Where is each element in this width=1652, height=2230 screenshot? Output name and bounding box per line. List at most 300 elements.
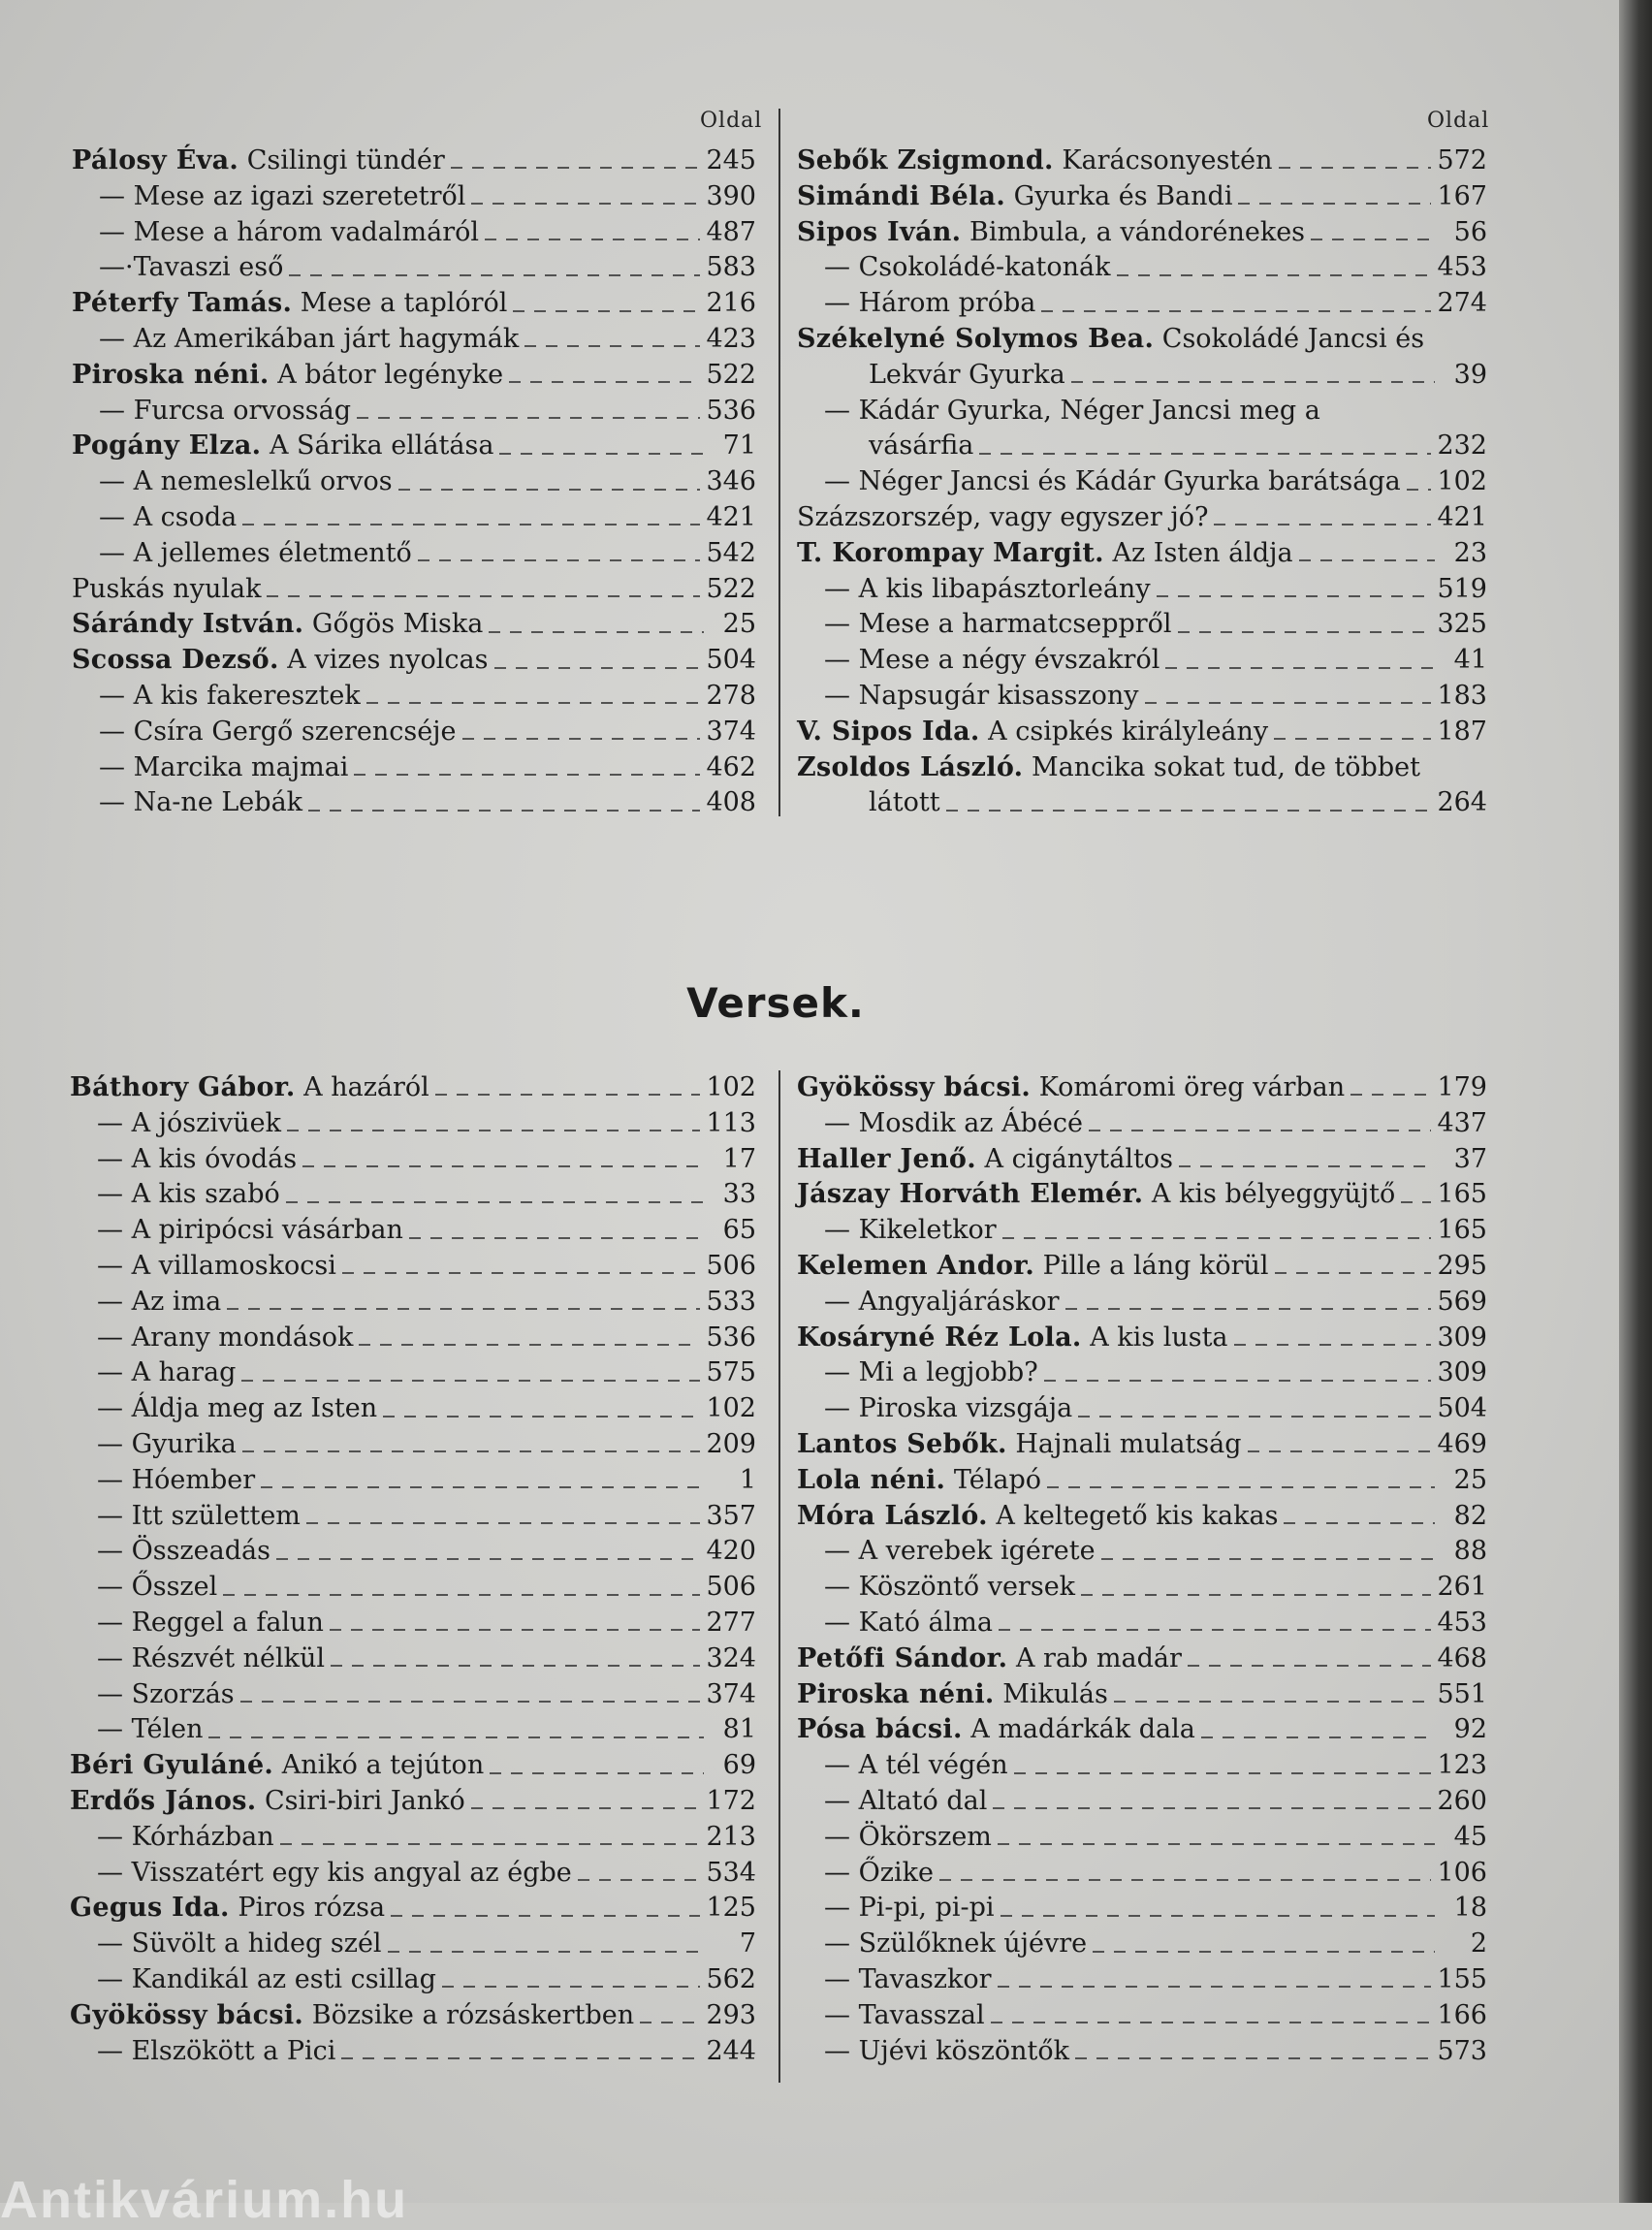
toc-entry xyxy=(70,1712,756,1748)
toc-entry xyxy=(797,322,1487,358)
toc-entry-text xyxy=(72,322,519,358)
toc-entry-text xyxy=(797,464,1401,500)
dot-leader xyxy=(242,1450,701,1452)
toc-entry-text xyxy=(797,750,1420,786)
toc-entry xyxy=(797,1285,1487,1321)
toc-entry-page: 17 xyxy=(722,1143,756,1174)
toc-entry-title: Puskás nyulak xyxy=(72,573,262,604)
dot-leader xyxy=(993,1807,1431,1809)
toc-entry-title: Mikulás xyxy=(1002,1678,1108,1709)
toc-entry-title: — Mese a három vadalmáról xyxy=(99,216,480,247)
toc-entry-author: Piroska néni. xyxy=(72,359,270,390)
dot-leader xyxy=(999,1629,1431,1631)
toc-entry-text xyxy=(72,250,283,286)
toc-entry-text xyxy=(70,1748,484,1784)
toc-entry-page: 244 xyxy=(706,2035,756,2066)
dot-leader xyxy=(1350,1094,1431,1096)
toc-entry-title: — A csoda xyxy=(99,501,238,532)
toc-entry-text xyxy=(797,536,1293,572)
toc-entry xyxy=(797,679,1487,715)
toc-entry-page: 165 xyxy=(1437,1215,1487,1246)
toc-entry-title: — Kikeletkor xyxy=(824,1215,997,1246)
toc-entry xyxy=(72,572,756,608)
dot-leader xyxy=(1165,667,1435,669)
toc-entry-text xyxy=(70,1355,236,1391)
toc-entry-title: A bátor legényke xyxy=(277,359,504,390)
toc-entry-title: Bimbula, a vándorénekes xyxy=(969,216,1306,247)
toc-entry-text xyxy=(72,536,412,572)
dot-leader xyxy=(1401,1201,1431,1203)
toc-entry xyxy=(72,179,756,215)
toc-entry-title: — Tavasszal xyxy=(824,1999,985,2030)
toc-entry-text xyxy=(797,572,1151,608)
toc-entry-page: 23 xyxy=(1453,537,1487,568)
toc-entry-text xyxy=(797,322,1424,358)
toc-column-top-left xyxy=(72,143,756,821)
toc-entry-title: — A kis szabó xyxy=(97,1179,280,1210)
toc-entry-title: — Furcsa orvosság xyxy=(99,395,352,426)
toc-entry-text xyxy=(797,500,1208,536)
toc-entry-page: 261 xyxy=(1437,1572,1487,1603)
toc-entry-page: 420 xyxy=(706,1536,756,1567)
toc-entry xyxy=(797,1856,1487,1892)
toc-entry-title: — Néger Jancsi és Kádár Gyurka barátsága xyxy=(824,466,1401,497)
toc-column-bottom-left xyxy=(70,1070,756,2069)
toc-entry-title: — Három próba xyxy=(824,288,1036,319)
toc-entry xyxy=(70,1856,756,1892)
toc-entry-title: Csiri-biri Jankó xyxy=(265,1785,465,1816)
dot-leader xyxy=(979,453,1431,455)
toc-entry xyxy=(72,250,756,286)
toc-entry-author: Péterfy Tamás. xyxy=(72,288,293,319)
toc-entry-page: 102 xyxy=(706,1072,756,1102)
toc-entry-text xyxy=(70,1820,274,1856)
toc-entry-title: A kis bélyeggyüjtő xyxy=(1151,1179,1396,1210)
toc-entry xyxy=(797,1962,1487,1998)
toc-entry-text xyxy=(797,179,1232,215)
dot-leader xyxy=(1065,1308,1432,1310)
toc-entry xyxy=(797,1606,1487,1641)
toc-entry xyxy=(797,1677,1487,1713)
dot-leader xyxy=(280,1843,701,1845)
toc-entry xyxy=(70,1748,756,1784)
dot-leader xyxy=(1117,274,1432,276)
dot-leader xyxy=(1002,1237,1432,1239)
toc-entry-text xyxy=(797,1748,1008,1784)
toc-entry-title: Csilingi tündér xyxy=(246,145,445,175)
toc-entry-page: 102 xyxy=(1437,466,1487,497)
toc-entry-author: Béri Gyuláné. xyxy=(70,1750,274,1781)
dot-leader xyxy=(998,1986,1432,1988)
toc-entry-text xyxy=(797,1177,1395,1213)
toc-entry-title: Karácsonyestén xyxy=(1062,145,1273,175)
dot-leader xyxy=(494,667,701,669)
toc-entry-text xyxy=(72,394,351,430)
toc-entry xyxy=(797,1748,1487,1784)
toc-entry xyxy=(70,1106,756,1142)
toc-entry-page: 325 xyxy=(1437,609,1487,640)
toc-entry-title: — Mese a harmatcseppről xyxy=(824,609,1172,640)
toc-entry xyxy=(70,1570,756,1606)
toc-entry-page: 209 xyxy=(706,1428,756,1459)
toc-entry-author: Pogány Elza. xyxy=(72,430,262,462)
toc-entry-page: 462 xyxy=(706,751,756,782)
toc-entry-page: 453 xyxy=(1437,252,1487,283)
dot-leader xyxy=(366,702,701,704)
toc-entry-text xyxy=(72,215,479,251)
toc-entry-page: 106 xyxy=(1437,1857,1487,1888)
toc-entry-text xyxy=(797,1534,1096,1570)
toc-entry-title: — Angyaljáráskor xyxy=(824,1286,1060,1317)
toc-entry-title: — A kis óvodás xyxy=(97,1143,298,1174)
toc-entry xyxy=(70,1784,756,1820)
toc-entry-title: Komáromi öreg várban xyxy=(1038,1072,1346,1102)
toc-entry xyxy=(72,215,756,251)
toc-entry-text xyxy=(797,250,1111,286)
toc-entry xyxy=(72,358,756,394)
toc-entry-page: 583 xyxy=(706,252,756,283)
dot-leader xyxy=(418,559,701,561)
toc-entry-text xyxy=(72,715,457,750)
toc-entry xyxy=(72,286,756,322)
toc-entry-text xyxy=(797,143,1273,179)
toc-entry-text xyxy=(797,1285,1060,1321)
toc-entry xyxy=(797,250,1487,286)
toc-entry-text xyxy=(72,679,361,715)
toc-entry-text xyxy=(797,1142,1173,1178)
dot-leader xyxy=(1238,203,1431,205)
toc-entry-author: T. Korompay Margit. xyxy=(797,537,1104,568)
dot-leader xyxy=(1014,1772,1432,1774)
toc-entry-page: 264 xyxy=(1437,787,1487,818)
dot-leader xyxy=(1044,1380,1432,1382)
dot-leader xyxy=(1081,1594,1431,1596)
dot-leader xyxy=(302,1165,704,1167)
toc-entry xyxy=(797,1391,1487,1427)
toc-entry-author: Gyökössy bácsi. xyxy=(797,1072,1032,1102)
toc-entry-title: — Szülőknek újévre xyxy=(824,1928,1088,1959)
dot-leader xyxy=(1430,345,1435,347)
toc-entry-text xyxy=(72,358,503,394)
toc-entry xyxy=(797,358,1487,394)
toc-entry-author: Petőfi Sándor. xyxy=(797,1642,1008,1673)
toc-entry-page: 18 xyxy=(1453,1893,1487,1924)
dot-leader xyxy=(1234,1344,1432,1346)
toc-entry xyxy=(797,750,1487,786)
toc-entry-author: Gyökössy bácsi. xyxy=(70,1999,304,2030)
dot-leader xyxy=(359,1344,700,1346)
toc-entry-page: 390 xyxy=(706,180,756,211)
toc-entry xyxy=(70,1249,756,1285)
toc-entry-text xyxy=(797,1249,1269,1285)
toc-entry-author: Gegus Ida. xyxy=(70,1893,230,1924)
toc-entry-title: — A piripócsi vásárban xyxy=(97,1215,403,1246)
toc-entry xyxy=(797,500,1487,536)
toc-entry-text xyxy=(797,715,1268,750)
toc-entry-title: A cigánytáltos xyxy=(984,1143,1173,1174)
toc-entry-text xyxy=(797,785,940,821)
toc-entry-page: 421 xyxy=(706,501,756,532)
dot-leader xyxy=(1299,559,1435,561)
toc-entry-title: — Kandikál az esti csillag xyxy=(97,1963,436,1994)
toc-entry-text xyxy=(70,1641,325,1677)
toc-entry xyxy=(70,2034,756,2070)
toc-entry-title: Százszorszép, vagy egyszer jó? xyxy=(797,501,1209,532)
toc-entry-text xyxy=(70,1177,280,1213)
toc-entry-title: — Őzike xyxy=(824,1857,934,1888)
toc-entry-page: 346 xyxy=(706,466,756,497)
toc-entry-page: 172 xyxy=(706,1785,756,1816)
toc-entry-title: — Mese az igazi szeretetről xyxy=(99,180,466,211)
dot-leader xyxy=(1274,738,1431,740)
toc-entry xyxy=(797,1784,1487,1820)
toc-entry-author: Báthory Gábor. xyxy=(70,1072,296,1102)
toc-entry-author: Sárándy István. xyxy=(72,609,304,640)
toc-entry-title: — A kis libapásztorleány xyxy=(824,573,1151,604)
toc-entry-page: 65 xyxy=(722,1215,756,1246)
toc-entry xyxy=(70,1499,756,1535)
dot-leader xyxy=(471,203,700,205)
toc-entry-text xyxy=(797,215,1305,251)
toc-entry xyxy=(797,1998,1487,2034)
toc-entry xyxy=(797,1463,1487,1499)
dot-leader xyxy=(409,1237,704,1239)
toc-entry-text xyxy=(797,1463,1041,1499)
toc-entry-page: 125 xyxy=(706,1893,756,1924)
toc-entry-author: Kelemen Andor. xyxy=(797,1250,1035,1281)
toc-entry-page: 533 xyxy=(706,1286,756,1317)
dot-leader xyxy=(240,1701,701,1703)
dot-leader xyxy=(442,1986,701,1988)
toc-entry xyxy=(797,429,1487,464)
dot-leader xyxy=(388,1951,704,1953)
toc-entry-title: — Altató dal xyxy=(824,1785,988,1816)
toc-entry xyxy=(70,1998,756,2034)
dot-leader xyxy=(1145,702,1432,704)
toc-entry xyxy=(797,715,1487,750)
toc-entry-page: 25 xyxy=(1453,1464,1487,1495)
toc-entry xyxy=(70,1391,756,1427)
toc-entry-title: Télapó xyxy=(953,1464,1042,1495)
toc-entry-title: — A jószivüek xyxy=(97,1107,281,1138)
toc-entry-text xyxy=(797,1570,1075,1606)
toc-entry-title: — Az ima xyxy=(97,1286,222,1317)
toc-entry-author: Sebők Zsigmond. xyxy=(797,145,1054,175)
toc-entry-text xyxy=(70,1391,377,1427)
toc-entry-text xyxy=(70,1106,281,1142)
dot-leader xyxy=(357,417,700,419)
toc-entry-text xyxy=(72,143,445,179)
toc-entry-text xyxy=(70,1285,221,1321)
dot-leader xyxy=(354,774,700,776)
dot-leader xyxy=(341,2057,700,2059)
toc-entry xyxy=(797,785,1487,821)
toc-entry-page: 71 xyxy=(722,430,756,462)
toc-entry-page: 519 xyxy=(1437,573,1487,604)
toc-entry-page: 374 xyxy=(706,1678,756,1709)
toc-entry xyxy=(72,500,756,536)
toc-entry xyxy=(72,715,756,750)
toc-entry-text xyxy=(72,500,237,536)
toc-entry-page: 437 xyxy=(1437,1107,1487,1138)
toc-entry-title: Piros rózsa xyxy=(238,1893,386,1924)
toc-entry-text xyxy=(70,1962,436,1998)
toc-entry xyxy=(797,1570,1487,1606)
toc-entry-page: 293 xyxy=(706,1999,756,2030)
toc-entry-page: 295 xyxy=(1437,1250,1487,1281)
toc-entry-title: — Ősszel xyxy=(97,1572,218,1603)
dot-leader xyxy=(241,1380,700,1382)
toc-entry-title: — Kórházban xyxy=(97,1821,274,1852)
toc-entry-text xyxy=(70,2034,335,2070)
toc-entry-page: 408 xyxy=(706,787,756,818)
toc-entry-page: 166 xyxy=(1437,1999,1487,2030)
toc-entry-page: 187 xyxy=(1437,716,1487,747)
toc-entry-title: — Itt születtem xyxy=(97,1500,301,1531)
toc-entry xyxy=(797,607,1487,643)
toc-entry-text xyxy=(70,1142,297,1178)
toc-entry-page: 39 xyxy=(1453,359,1487,390)
dot-leader xyxy=(991,2022,1432,2023)
toc-entry-text xyxy=(797,1891,995,1927)
dot-leader xyxy=(1214,524,1431,526)
dot-leader xyxy=(306,1522,701,1524)
toc-entry xyxy=(797,1249,1487,1285)
toc-entry-text xyxy=(70,1677,235,1713)
toc-entry-title: Gyurka és Bandi xyxy=(1013,180,1233,211)
toc-entry-text xyxy=(70,1712,203,1748)
section-title-versek: Versek. xyxy=(686,979,865,1027)
toc-entry-text xyxy=(797,1962,992,1998)
toc-entry-title: A Sárika ellátása xyxy=(269,430,494,462)
toc-entry-page: 102 xyxy=(706,1393,756,1424)
dot-leader xyxy=(451,167,701,169)
toc-entry-page: 167 xyxy=(1437,180,1487,211)
toc-entry-page: 92 xyxy=(1453,1714,1487,1745)
toc-entry xyxy=(70,1677,756,1713)
toc-entry-author: Simándi Béla. xyxy=(797,180,1006,211)
toc-entry-title: — Ökörszem xyxy=(824,1821,992,1852)
dot-leader xyxy=(1407,489,1432,491)
toc-entry-title: Lekvár Gyurka xyxy=(869,359,1065,390)
dot-leader xyxy=(1157,595,1432,597)
toc-entry xyxy=(797,394,1487,430)
toc-entry-text xyxy=(72,750,348,786)
dot-leader xyxy=(1178,631,1432,633)
toc-entry xyxy=(70,1213,756,1249)
dot-leader xyxy=(640,2022,700,2023)
dot-leader xyxy=(1114,1701,1432,1703)
toc-entry-text xyxy=(72,643,489,679)
toc-entry-page: 25 xyxy=(722,609,756,640)
toc-entry xyxy=(797,536,1487,572)
dot-leader xyxy=(1089,1130,1431,1131)
toc-entry xyxy=(797,1070,1487,1106)
toc-entry-page: 522 xyxy=(706,359,756,390)
dot-leader xyxy=(1101,1558,1435,1560)
toc-entry-title: — Áldja meg az Isten xyxy=(97,1393,378,1424)
page-column-label-right: Oldal xyxy=(1427,109,1490,133)
toc-entry-text xyxy=(797,1641,1182,1677)
toc-entry-title: — Piroska vizsgája xyxy=(824,1393,1073,1424)
dot-leader xyxy=(998,1843,1435,1845)
toc-entry-title: — Összeadás xyxy=(97,1536,270,1567)
toc-entry-text xyxy=(70,1998,634,2034)
toc-entry-title: Mese a taplóról xyxy=(300,288,508,319)
toc-entry-title: — Köszöntő versek xyxy=(824,1572,1076,1603)
toc-entry-title: — A verebek igérete xyxy=(824,1536,1096,1567)
toc-entry-title: Bözsike a rózsáskertben xyxy=(311,1999,635,2030)
toc-entry-title: — Napsugár kisasszony xyxy=(824,680,1139,711)
toc-entry-page: 37 xyxy=(1453,1143,1487,1174)
toc-entry xyxy=(72,536,756,572)
toc-entry-title: látott xyxy=(869,787,940,818)
dot-leader xyxy=(435,1094,701,1096)
toc-entry xyxy=(797,1355,1487,1391)
toc-entry-title: A hazáról xyxy=(303,1072,429,1102)
toc-entry-author: Scossa Dezső. xyxy=(72,645,279,676)
toc-entry xyxy=(72,750,756,786)
toc-entry-page: 536 xyxy=(706,1322,756,1353)
dot-leader xyxy=(1279,167,1432,169)
toc-entry-title: Az Isten áldja xyxy=(1112,537,1293,568)
toc-entry-text xyxy=(72,464,393,500)
toc-entry-text xyxy=(72,607,483,643)
toc-entry xyxy=(70,1321,756,1356)
toc-entry-title: — Visszatért egy kis angyal az égbe xyxy=(97,1857,572,1888)
toc-entry-page: 421 xyxy=(1437,501,1487,532)
toc-entry-page: 542 xyxy=(706,537,756,568)
toc-entry-title: A rab madár xyxy=(1015,1642,1182,1673)
toc-entry-page: 232 xyxy=(1437,430,1487,462)
toc-entry-title: — Süvölt a hideg szél xyxy=(97,1928,382,1959)
toc-entry-page: 216 xyxy=(706,288,756,319)
toc-entry xyxy=(797,1213,1487,1249)
toc-entry-text xyxy=(70,1534,270,1570)
dot-leader xyxy=(208,1736,704,1738)
toc-entry-page: 309 xyxy=(1437,1357,1487,1388)
toc-entry xyxy=(797,1927,1487,1962)
toc-entry-title: — Az Amerikában járt hagymák xyxy=(99,323,520,354)
dot-leader xyxy=(342,1272,701,1274)
toc-entry-title: — A villamoskocsi xyxy=(97,1250,336,1281)
dot-leader xyxy=(227,1308,700,1310)
toc-entry xyxy=(797,464,1487,500)
toc-entry-title: — Kató álma xyxy=(824,1607,993,1638)
toc-entry-title: — Kádár Gyurka, Néger Jancsi meg a xyxy=(824,395,1320,426)
toc-entry-page: 453 xyxy=(1437,1607,1487,1638)
toc-entry-page: 522 xyxy=(706,573,756,604)
toc-entry-title: — A kis fakeresztek xyxy=(99,680,361,711)
toc-entry-text xyxy=(797,1427,1242,1463)
toc-entry-page: 357 xyxy=(706,1500,756,1531)
toc-entry-page: 562 xyxy=(706,1963,756,1994)
toc-entry-author: Lola néni. xyxy=(797,1464,946,1495)
toc-entry xyxy=(797,1142,1487,1178)
toc-entry xyxy=(797,1177,1487,1213)
toc-entry xyxy=(72,464,756,500)
toc-entry-author: Erdős János. xyxy=(70,1785,257,1816)
toc-entry-text xyxy=(797,429,973,464)
dot-leader xyxy=(1284,1522,1435,1524)
toc-entry-text xyxy=(797,1213,997,1249)
toc-entry-page: 534 xyxy=(706,1857,756,1888)
toc-entry-title: — Na-ne Lebák xyxy=(99,787,303,818)
toc-column-bottom-right xyxy=(797,1070,1487,2069)
toc-entry-page: 309 xyxy=(1437,1322,1487,1353)
dot-leader xyxy=(462,738,701,740)
dot-leader xyxy=(1188,1665,1432,1667)
